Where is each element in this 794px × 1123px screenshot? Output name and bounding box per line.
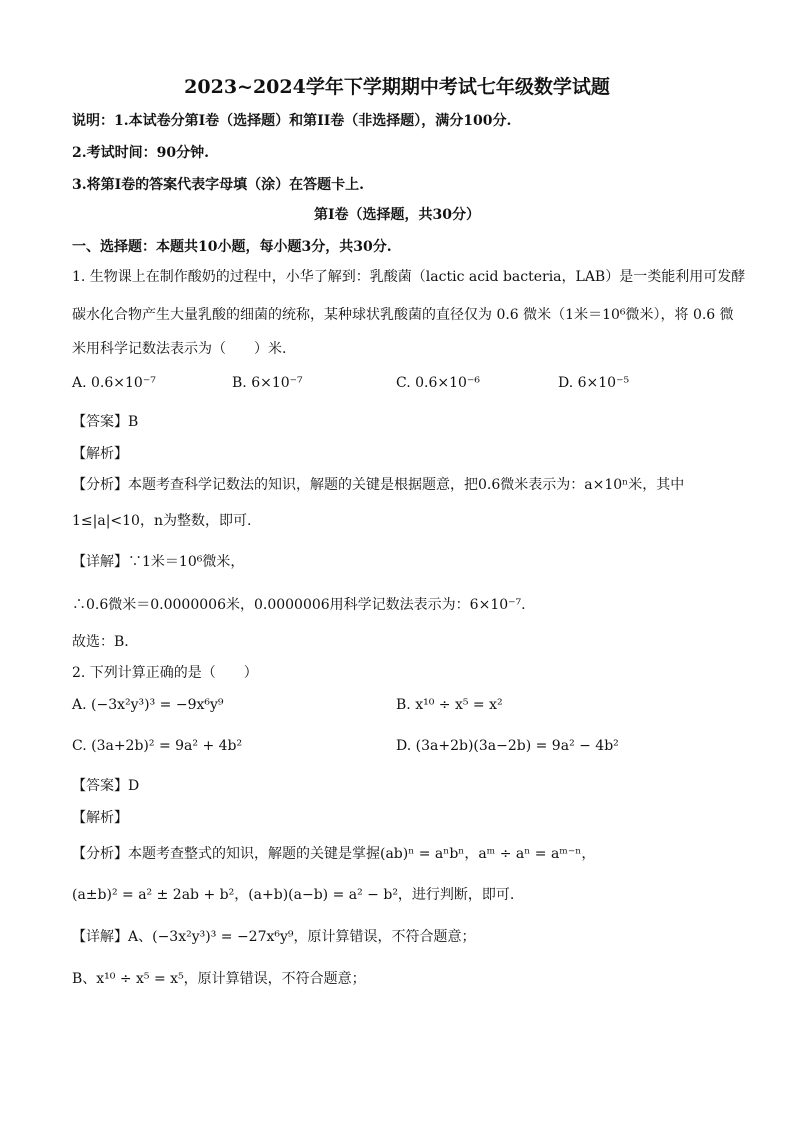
instruction-3: 3.将第I卷的答案代表字母填（涂）在答题卡上. [72, 177, 365, 193]
q1-option-a: A. 0.6×10⁻⁷ [72, 375, 156, 391]
q1-stem-line2: 碳水化合物产生大量乳酸的细菌的统称，某种球状乳酸菌的直径仅为 0.6 微米（1米＝10⁶微米），将 0.6 微 [72, 307, 734, 323]
q1-choice: 故选：B. [72, 634, 129, 650]
q2-stem: 2. 下列计算正确的是（ ） [72, 665, 258, 681]
q2-analysis-line1: 【分析】本题考查整式的知识，解题的关键是掌握(ab)ⁿ = aⁿbⁿ，aᵐ ÷ aⁿ = aᵐ⁻ⁿ， [72, 846, 596, 862]
q1-stem-line3: 米用科学记数法表示为（ ）米. [72, 341, 287, 357]
q2-option-b: B. x¹⁰ ÷ x⁵ = x² [396, 697, 503, 713]
q1-detail-line2: ∴0.6微米＝0.0000006米，0.0000006用科学记数法表示为：6×10⁻⁷. [72, 597, 526, 613]
q2-detail-line1: 【详解】A、(−3x²y³)³ = −27x⁶y⁹，原计算错误，不符合题意； [72, 929, 476, 945]
part-heading: 一、选择题：本题共10小题，每小题3分，共30分. [72, 239, 392, 255]
q1-stem-line1: 1. 生物课上在制作酸奶的过程中，小华了解到：乳酸菌（lactic acid bacteria，LAB）是一类能利用可发酵 [72, 269, 746, 285]
instruction-1: 说明：1.本试卷分第I卷（选择题）和第II卷（非选择题），满分100分. [72, 113, 512, 129]
q2-answer: 【答案】D [72, 778, 140, 794]
instruction-2: 2.考试时间：90分钟. [72, 145, 209, 161]
q1-detail-line1: 【详解】∵1米＝10⁶微米， [72, 554, 245, 570]
q1-analysis-line1: 【分析】本题考查科学记数法的知识，解题的关键是根据题意，把0.6微米表示为：a×10ⁿ米，其中 [72, 477, 685, 493]
q1-option-c: C. 0.6×10⁻⁶ [396, 375, 480, 391]
section-header: 第I卷（选择题，共30分） [313, 207, 481, 223]
q1-analysis-tag: 【解析】 [72, 446, 128, 462]
q2-analysis-tag: 【解析】 [72, 810, 128, 826]
q1-analysis-line2: 1≤|a|<10，n为整数，即可. [72, 513, 252, 529]
q2-option-c: C. (3a+2b)² = 9a² + 4b² [72, 738, 243, 754]
q1-option-b: B. 6×10⁻⁷ [232, 375, 303, 391]
q2-detail-line2: B、x¹⁰ ÷ x⁵ = x⁵，原计算错误，不符合题意； [72, 971, 366, 987]
q2-analysis-line2: (a±b)² = a² ± 2ab + b²，(a+b)(a−b) = a² − b²，进行判断，即可. [72, 887, 515, 903]
q2-option-d: D. (3a+2b)(3a−2b) = 9a² − 4b² [396, 738, 619, 754]
q2-option-a: A. (−3x²y³)³ = −9x⁶y⁹ [72, 697, 224, 713]
page-title: 2023~2024学年下学期期中考试七年级数学试题 [184, 76, 610, 98]
q1-answer: 【答案】B [72, 414, 139, 430]
q1-option-d: D. 6×10⁻⁵ [558, 375, 630, 391]
